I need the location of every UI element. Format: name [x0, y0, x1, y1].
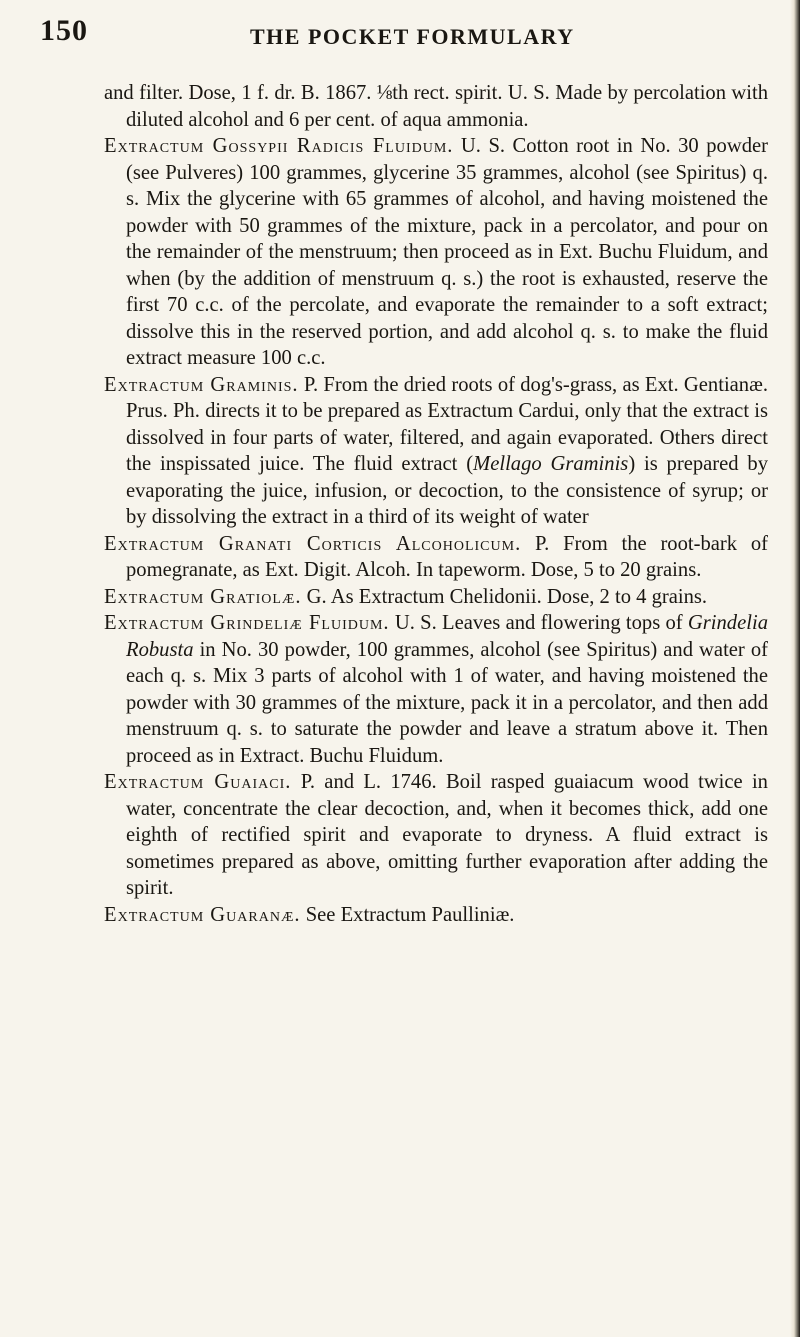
- entry-body: and filter. Dose, 1 f. dr. B. 1867. ⅛th rect. spirit. U. S. Made by percolation with diluted alcohol and 6 per cent. of aqua ammonia.: [104, 82, 768, 131]
- entry-heading: Extractum Guaiaci.: [104, 771, 292, 793]
- running-head: THE POCKET FORMULARY: [250, 24, 575, 49]
- entry-body: U. S. Leaves and flowering tops of: [389, 612, 688, 634]
- entry-graminis: [104, 372, 768, 531]
- entry-body: ) is prepared by evaporating the juice, infusion, or decoction, to the consistence of syrup; or by dissolving the extract in a third of its weight of water: [126, 453, 768, 528]
- entry-body: P. and L. 1746. Boil rasped guaiacum wood twice in water, concentrate the clear decoction, and, when it becomes thick, add one eighth of rectified spirit and evaporate to dryness. A fluid extract is sometimes prepared as above, omitting further evaporation after adding the spirit.: [126, 771, 768, 899]
- entry-italic-term: Grindelia Robusta: [126, 612, 768, 661]
- entry-body: See Extractum Paulliniæ.: [300, 903, 515, 926]
- entry-gossypii: [104, 133, 768, 372]
- entry-guaranae: [104, 902, 768, 929]
- entry-body: P. From the dried roots of dog's-grass, as Ext. Gentianæ. Prus. Ph. directs it to be prepared as Extractum Cardui, only that the extract is dissolved in four parts of water, filtered, and again evaporated. Others direct the inspissated juice. The fluid extract (: [126, 373, 768, 475]
- entry-guaiaci: [104, 769, 768, 902]
- page-number: 150: [40, 14, 88, 47]
- entry-heading: Extractum Gossypii Radicis Fluidum.: [104, 135, 454, 157]
- entry-heading: Extractum Granati Corticis Alcoholicum.: [104, 532, 522, 555]
- entry-granati: [104, 531, 768, 584]
- entry-heading: Extractum Grindeliæ Fluidum.: [104, 612, 390, 634]
- entry-body: P. From the root-bark of pomegranate, as Ext. Digit. Alcoh. In tapeworm. Dose, 5 to 20 grains.: [126, 532, 768, 581]
- entry-heading: Extractum Graminis.: [104, 373, 299, 396]
- entry-heading: Extractum Guaranæ.: [104, 903, 301, 926]
- entry-body: in No. 30 powder, 100 grammes, alcohol (see Spiritus) and water of each q. s. Mix 3 parts of alcohol with 1 of water, and having moistened the powder with 30 grammes of the mixture, pack it in a percolator, and then add menstruum q. s. to saturate the powder and leave a stratum above it. Then proceed as in Extract. Buchu Fluidum.: [126, 638, 768, 767]
- entry-continuation: [104, 80, 768, 133]
- entry-gratiolae: [104, 584, 768, 611]
- page-body: [104, 80, 768, 928]
- entry-body: U. S. Cotton root in No. 30 powder (see Pulveres) 100 grammes, glycerine 35 grammes, alcohol (see Spiritus) q. s. Mix the glycerine with 65 grammes of alcohol, and having moistened the powder with 50 grammes of the mixture, pack in a percolator, and pour on the remainder of the menstruum; then proceed as in Ext. Buchu Fluidum, and when (by the addition of menstruum q. s.) the root is exhausted, reserve the first 70 c.c. of the percolate, and evaporate the remainder to a soft extract; dissolve this in the reserved portion, and add alcohol q. s. to make the fluid extract measure 100 c.c.: [126, 135, 768, 369]
- entry-italic-term: Mellago Graminis: [473, 453, 629, 475]
- entry-grindeliae: [104, 610, 768, 769]
- entry-body: G. As Extractum Chelidonii. Dose, 2 to 4 grains.: [301, 585, 708, 608]
- page-edge-shadow: [790, 0, 800, 1337]
- entry-heading: Extractum Gratiolæ.: [104, 585, 302, 608]
